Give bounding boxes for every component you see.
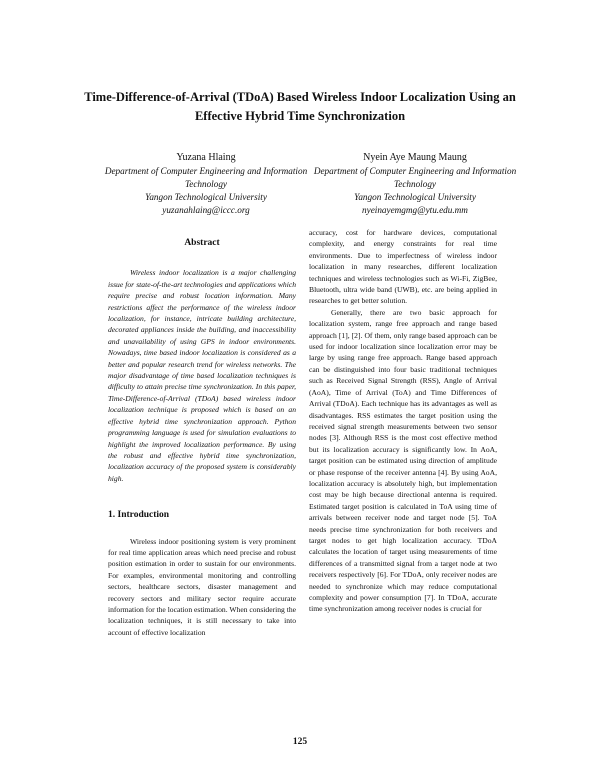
author-block-1	[96, 151, 316, 217]
body-paragraph: Generally, there are two basic approach for localization system, range free approach and range based approach [1], [2]. Of them, only range based approach can be used for indoor localization since localization error may be large by using range free approach. Range based approach can be distinguished into four basic traditional techniques such as Received Signal Strength (RSS), Angle of Arrival (AoA), Time of Arrival (ToA) and Time Differences of Arrival (TDoA). Each technique has its advantages as well as disadvantages. RSS estimates the target position using the received signal strength measurements between two sensor nodes [3]. Although RSS is the most cost effective method but its localization accuracy is significantly low. In AoA, target position can be estimated using direction of amplitude or phase response of the receiver antenna [4]. By using AoA, localization accuracy is absolutely high, but implementation cost may be high because directional antenna is required. Estimated target position is calculated in ToA using time of arrivals between receiver node and target node [5]. ToA needs precise time synchronization for both receivers and target nodes to get high localization accuracy. TDoA calculates the location of target using measurements of time differences of a transmitted signal from a target node at two receivers respectively [6]. For TDoA, only receiver nodes are needed to synchronize which may reduce computational complexity and power consumption [7]. In TDoA, accurate time synchronization among receiver nodes is crucial for	[309, 307, 497, 614]
page-number: 125	[292, 737, 308, 747]
paper-title: Time-Difference-of-Arrival (TDoA) Based Wireless Indoor Localization Using an Effective Hybrid Time Synchronization	[84, 90, 516, 123]
abstract-heading: Abstract	[184, 238, 220, 248]
author-email: yuzanahlaing@iccc.org	[162, 205, 250, 215]
author-name: Nyein Aye Maung Maung	[363, 152, 467, 163]
body-paragraph: accuracy, cost for hardware devices, computational complexity, and energy constraints for real time environments. Due to imperfectness of wireless indoor localization in many researches, different localization techniques and wireless technologies such as Wi-Fi, ZigBee, Bluetooth, ultra wide band (UWB), etc. are being applied in researches to get better solution.	[309, 228, 497, 306]
author-department: Department of Computer Engineering and Information Technology	[313, 166, 517, 189]
abstract-text: Wireless indoor localization is a major challenging issue for state-of-the-art technologies and applications which require precise and robust location information. Many restrictions affect the performance of the wireless indoor localization, for instance, intricate building architecture, decorated appliances inside the building, and inaccessibility and unavailability of using GPS in indoor environments. Nowadays, time based indoor localization is considered as a better and popular research trend for wireless networks. The major disadvantage of time based localization techniques is difficulty to attain precise time synchronization. In this paper, Time-Difference-of-Arrival (TDoA) based wireless indoor localization technique is proposed which is based on an effective hybrid time synchronization approach. Python programming language is used for simulation evaluations to highlight the improved localization performance. By using the robust and effective hybrid time synchronization, localization accuracy of the proposed system is considerably high.	[108, 268, 296, 483]
author-department: Department of Computer Engineering and Information Technology	[104, 166, 308, 189]
author-university: Yangon Technological University	[145, 192, 267, 202]
introduction-heading: 1. Introduction	[108, 510, 170, 521]
author-name: Yuzana Hlaing	[176, 152, 236, 163]
right-column	[309, 227, 497, 615]
introduction-paragraph: Wireless indoor positioning system is very prominent for real time application areas which need precise and robust position estimation in order to sustain for our environments. For examples, environmental monitoring and controlling sectors, healthcare sectors, disaster management and recovery sectors and military sector require accurate information for the location estimation. When considering the localization techniques, it is still necessary to take into account of effective localization	[108, 536, 296, 637]
author-block-2	[305, 151, 525, 217]
author-email: nyeinayemgmg@ytu.edu.mm	[362, 205, 468, 215]
author-university: Yangon Technological University	[354, 192, 476, 202]
left-column	[108, 238, 296, 638]
